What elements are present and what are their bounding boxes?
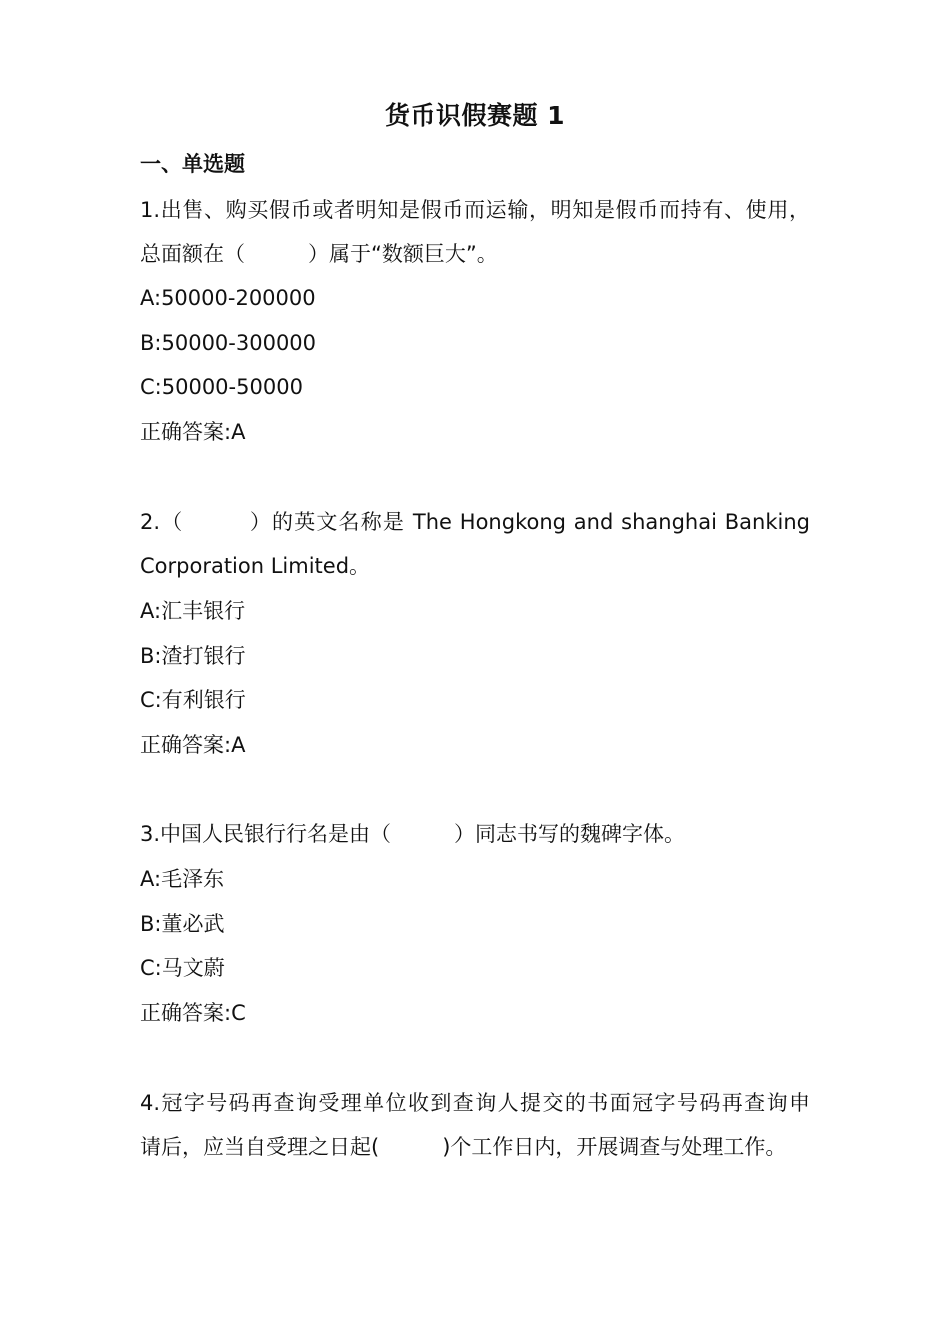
- question-1-option-b: B:50000-300000: [140, 331, 317, 355]
- question-2-stem-line-2: Corporation Limited。: [140, 554, 371, 578]
- question-4-stem-line-1: 4.冠字号码再查询受理单位收到查询人提交的书面冠字号码再查询申: [140, 1091, 810, 1115]
- question-1-option-a: A:50000-200000: [140, 286, 316, 310]
- question-3-option-c: C:马文蔚: [140, 956, 225, 980]
- question-3-option-b: B:董必武: [140, 912, 225, 936]
- question-2-answer: 正确答案:A: [140, 733, 246, 757]
- question-3-stem-line-1: 3.中国人民银行行名是由（ ）同志书写的魏碑字体。: [140, 822, 686, 846]
- question-1-option-c: C:50000-50000: [140, 375, 303, 399]
- question-2-option-a: A:汇丰银行: [140, 599, 246, 623]
- question-3-answer: 正确答案:C: [140, 1001, 246, 1025]
- question-2-option-b: B:渣打银行: [140, 644, 246, 668]
- question-2-option-c: C:有利银行: [140, 688, 246, 712]
- question-2-stem-line-1: 2.（ ）的英文名称是 The Hongkong and shanghai Banking: [140, 510, 810, 534]
- document-title: 货币识假赛题 1: [384, 101, 566, 130]
- question-1-stem-line-2: 总面额在（ ）属于“数额巨大”。: [140, 242, 498, 266]
- section-heading: 一、单选题: [140, 152, 245, 176]
- question-1-answer: 正确答案:A: [140, 420, 246, 444]
- question-4-stem-line-2: 请后，应当自受理之日起( )个工作日内，开展调查与处理工作。: [140, 1135, 787, 1159]
- question-3-option-a: A:毛泽东: [140, 867, 225, 891]
- question-1-stem-line-1: 1.出售、购买假币或者明知是假币而运输，明知是假币而持有、使用，: [140, 198, 810, 222]
